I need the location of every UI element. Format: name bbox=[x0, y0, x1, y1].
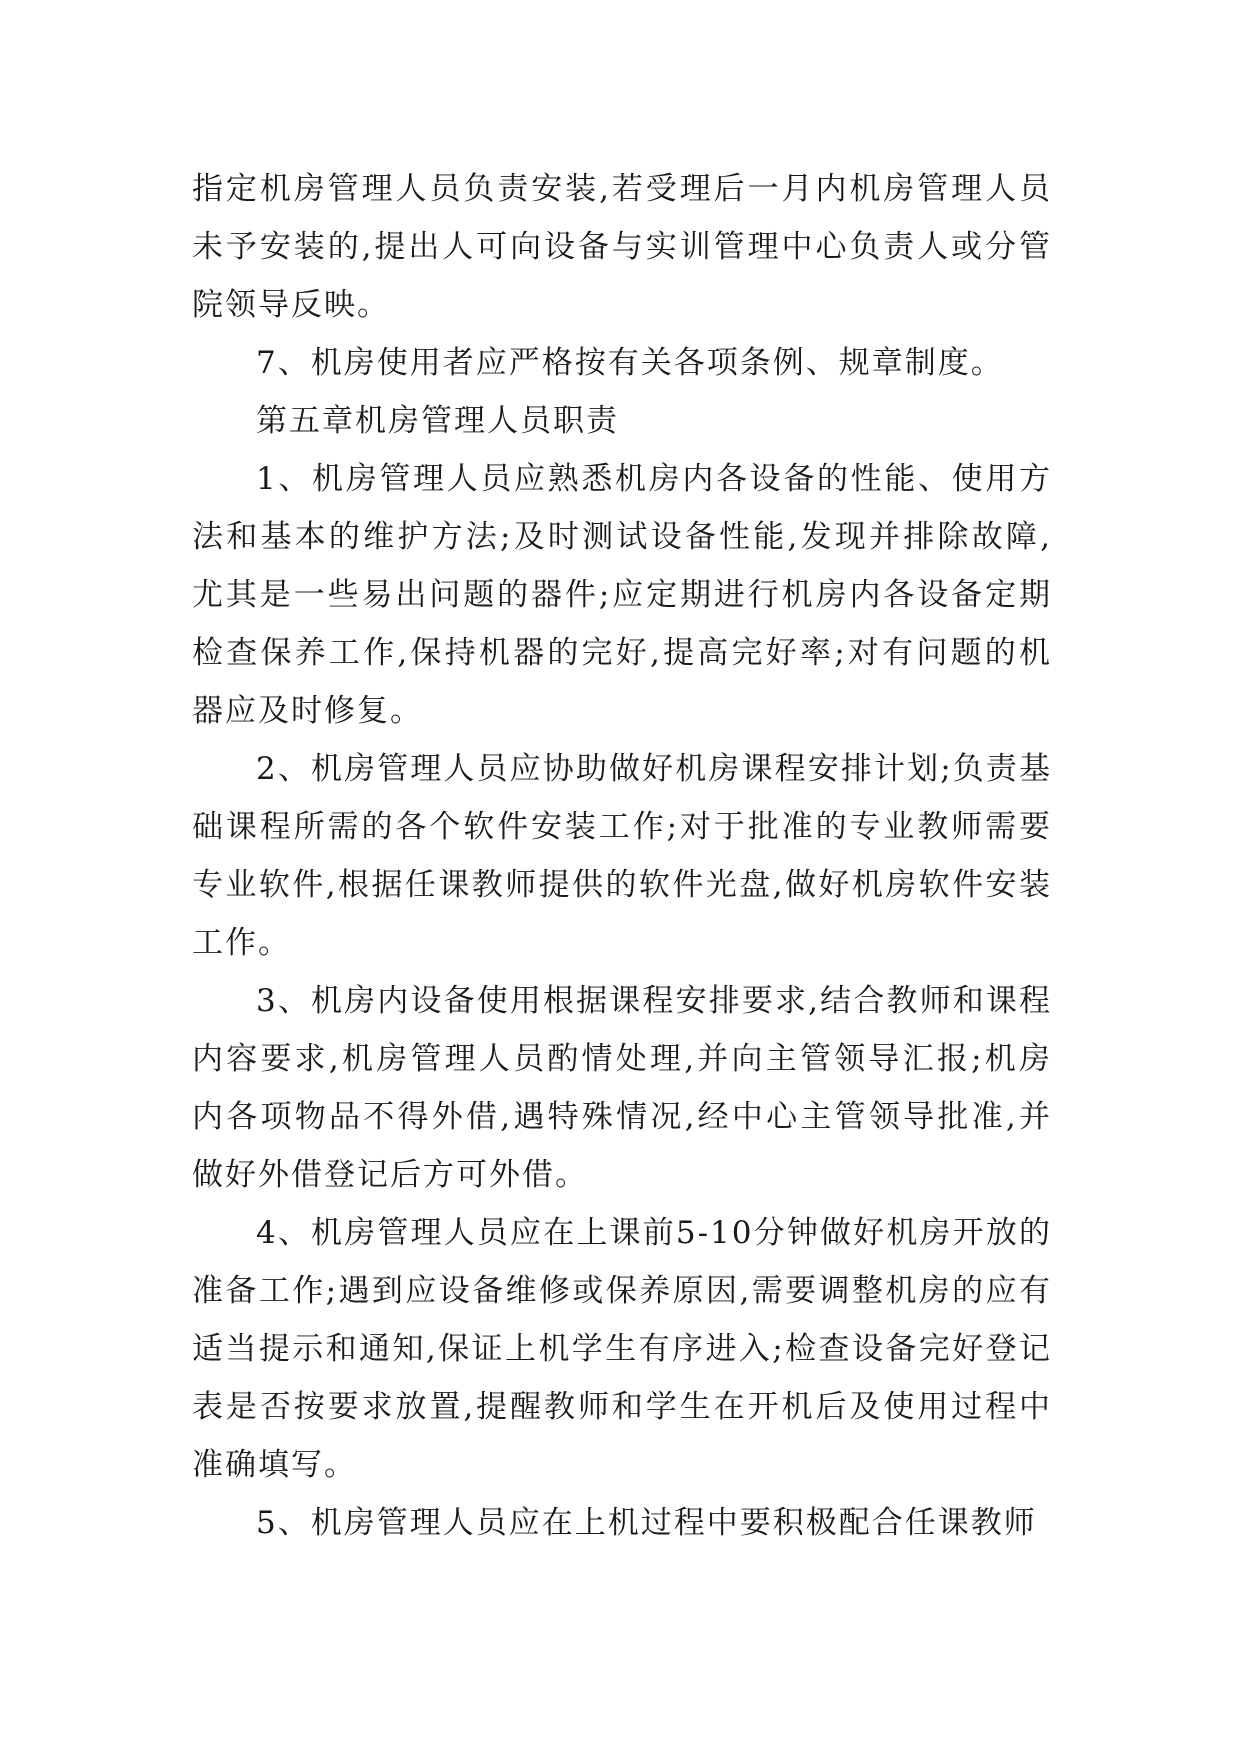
document-body bbox=[192, 160, 1052, 1552]
paragraph-item-2: 2、机房管理人员应协助做好机房课程安排计划;负责基础课程所需的各个软件安装工作;对于批准的专业教师需要专业软件,根据任课教师提供的软件光盘,做好机房软件安装工作。 bbox=[192, 751, 1052, 961]
paragraph-item-4: 4、机房管理人员应在上课前5-10分钟做好机房开放的准备工作;遇到应设备维修或保养原因,需要调整机房的应有适当提示和通知,保证上机学生有序进入;检查设备完好登记表是否按要求放置,提醒教师和学生在开机后及使用过程中准确填写。 bbox=[192, 1215, 1052, 1483]
paragraph-item-5: 5、机房管理人员应在上机过程中要积极配合任课教师 bbox=[256, 1505, 1037, 1541]
paragraph-item-1: 1、机房管理人员应熟悉机房内各设备的性能、使用方法和基本的维护方法;及时测试设备性能,发现并排除故障,尤其是一些易出问题的器件;应定期进行机房内各设备定期检查保养工作,保持机器的完好,提高完好率;对有问题的机器应及时修复。 bbox=[192, 461, 1052, 729]
paragraph-item-7: 7、机房使用者应严格按有关各项条例、规章制度。 bbox=[256, 345, 1004, 381]
paragraph-item-3: 3、机房内设备使用根据课程安排要求,结合教师和课程内容要求,机房管理人员酌情处理,并向主管领导汇报;机房内各项物品不得外借,遇特殊情况,经中心主管领导批准,并做好外借登记后方可外借。 bbox=[192, 983, 1052, 1193]
chapter-heading: 第五章机房管理人员职责 bbox=[256, 403, 619, 439]
paragraph-continuation: 指定机房管理人员负责安装,若受理后一月内机房管理人员未予安装的,提出人可向设备与实训管理中心负责人或分管院领导反映。 bbox=[192, 171, 1052, 323]
